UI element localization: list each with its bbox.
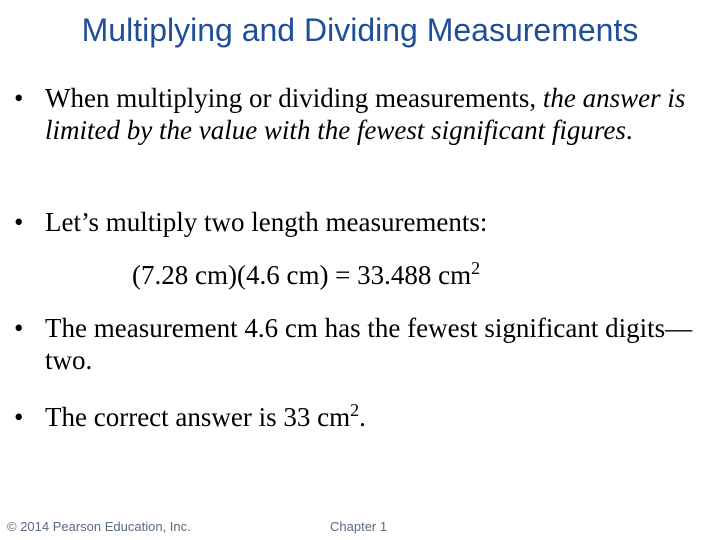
bullet-superscript: 2 [350,400,360,420]
bullet-multiply-lengths [14,206,714,238]
bullet-text: Let’s multiply two length measurements: [45,207,488,237]
bullet-fewest-digits [14,312,714,376]
bullet-marker: • [14,313,24,343]
bullet-marker: • [14,83,24,113]
bullet-correct-answer [14,401,714,433]
equation [132,259,480,291]
equation-text: (7.28 cm)(4.6 cm) = 33.488 cm [132,260,472,290]
bullet-text-period: . [359,402,366,432]
bullet-marker: • [14,402,24,432]
equation-superscript: 2 [471,258,481,278]
footer-chapter: Chapter 1 [330,519,388,534]
footer-copyright: © 2014 Pearson Education, Inc. [7,519,191,534]
bullet-text-italic: the answer is limited by the value with the fewest significant figures [45,83,686,145]
bullet-text: The measurement 4.6 cm has the fewest significant digits—two. [45,313,693,375]
bullet-text [45,401,714,433]
bullet-text-normal: When multiplying or dividing measurements, [45,83,537,113]
bullet-text [45,82,714,146]
bullet-text-main: The correct answer is 33 cm [45,402,351,432]
bullet-marker: • [14,207,24,237]
bullet-multiplying-rule [14,82,714,146]
slide-title: Multiplying and Dividing Measurements [81,12,639,48]
bullet-text-period: . [625,115,633,145]
